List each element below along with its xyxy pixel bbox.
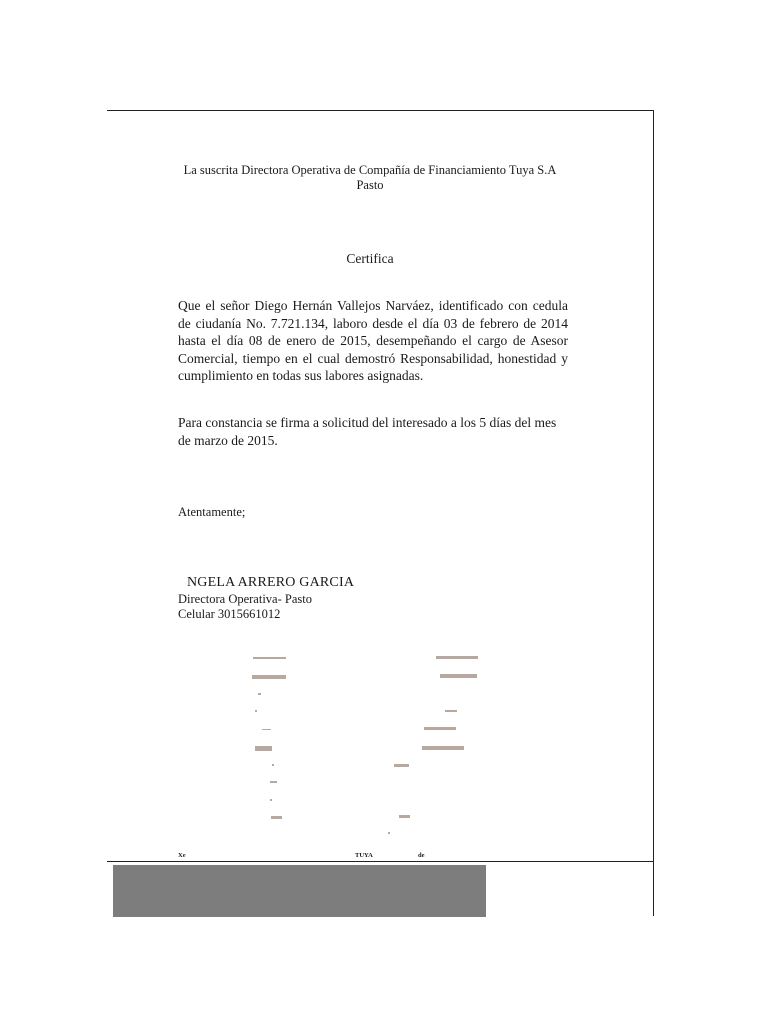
scan-smudge <box>424 727 456 730</box>
footer-line <box>107 861 654 862</box>
closing-text: Atentamente; <box>178 505 246 519</box>
scan-smudge <box>258 693 261 695</box>
signer-phone: Celular 3015661012 <box>178 607 281 621</box>
certificate-title: Certifica <box>346 251 394 266</box>
heading-line-1: La suscrita Directora Operativa de Compañía de Financiamiento Tuya S.A <box>183 163 557 177</box>
document-heading <box>150 163 590 193</box>
heading-line-2: Pasto <box>356 178 384 192</box>
page-border-right <box>653 110 654 916</box>
certificate-paragraph-2: Para constancia se firma a solicitud del interesado a los 5 días del mes de marzo de 2015. <box>178 415 557 448</box>
page-border-top <box>107 110 654 111</box>
signer-title: Directora Operativa- Pasto <box>178 592 312 606</box>
scan-smudge <box>422 746 464 750</box>
footer-word-middle: TUYA <box>355 852 373 859</box>
scan-smudge <box>262 729 271 730</box>
scan-smudge <box>270 799 272 801</box>
scan-smudge <box>252 675 286 679</box>
certificate-paragraph-1: Que el señor Diego Hernán Vallejos Narváez, identificado con cedula de ciudanía No. 7.721.134, laboro desde el día 03 de febrero de 2014 hasta el día 08 de enero de 2015, desempeñando el cargo de Asesor Comercial, tiempo en el cual demostró Responsabilidad, honestidad y cumplimiento en todas sus labores asignadas. <box>178 298 568 383</box>
scan-smudge <box>270 781 277 783</box>
scan-smudge <box>255 710 257 712</box>
scan-smudge <box>440 674 477 678</box>
scan-smudge <box>445 710 457 712</box>
scan-smudge <box>253 657 286 659</box>
scan-smudge <box>399 815 410 818</box>
footer-word-left: Xe <box>178 852 186 859</box>
signer-name: NGELA ARRERO GARCIA <box>187 575 355 590</box>
scan-smudge <box>436 656 478 659</box>
footer-gray-band <box>113 865 486 917</box>
scan-smudge <box>271 816 282 819</box>
scan-smudge <box>272 764 274 766</box>
footer-word-right: de <box>418 852 425 859</box>
scan-smudge <box>394 764 409 767</box>
scan-smudge <box>388 832 390 834</box>
scan-smudge <box>255 746 272 751</box>
